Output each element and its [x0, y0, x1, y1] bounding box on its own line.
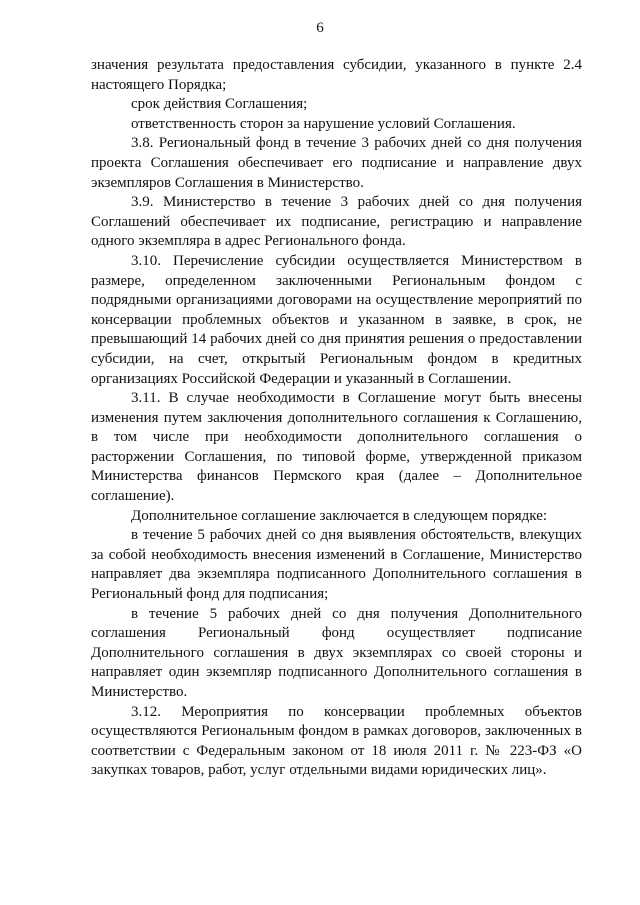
paragraph-3-12: 3.12. Мероприятия по консервации проблемных объектов осуществляются Региональным фондом в рамках договоров, заключенных в соответствии с Федеральным законом от 18 июля 2011 г. № 223-ФЗ «О закупках товаров, работ, услуг отдельными видами юридических лиц».: [91, 703, 582, 779]
paragraph-3-8: 3.8. Региональный фонд в течение 3 рабочих дней со дня получения проекта Соглашения обеспечивает его подписание и направление двух экземпляров Соглашения в Министерство.: [91, 135, 582, 191]
page-number: 6: [316, 20, 324, 36]
paragraph-agreement-term: срок действия Соглашения;: [131, 96, 308, 113]
paragraph-3-9: 3.9. Министерство в течение 3 рабочих дней со дня получения Соглашений обеспечивает их подписание, регистрацию и направление одного экземпляра в адрес Регионального фонда.: [91, 194, 582, 250]
paragraph-liability: ответственность сторон за нарушение условий Соглашения.: [131, 115, 516, 132]
paragraph-3-11: 3.11. В случае необходимости в Соглашение могут быть внесены изменения путем заключения дополнительного соглашения к Соглашению, в том числе при необходимости дополнительного соглашения о расторжении Соглашения, по типовой форме, утвержденной приказом Министерства финансов Пермского края (далее – Дополнительное соглашение).: [91, 390, 582, 505]
paragraph-ministry-step: в течение 5 рабочих дней со дня выявления обстоятельств, влекущих за собой необходимость внесения изменений в Соглашение, Министерство направляет два экземпляра подписанного Дополнительного соглашения в Региональный фонд для подписания;: [91, 527, 582, 603]
document-body: [91, 56, 582, 781]
paragraph-additional-agreement-order: Дополнительное соглашение заключается в следующем порядке:: [131, 507, 548, 524]
paragraph-fund-step: в течение 5 рабочих дней со дня получения Дополнительного соглашения Региональный фонд осуществляет подписание Дополнительного соглашения в двух экземплярах со своей стороны и направляет один экземпляр подписанного Дополнительного соглашения в Министерство.: [91, 605, 582, 700]
paragraph-3-10: 3.10. Перечисление субсидии осуществляется Министерством в размере, определенном заключенными Региональным фондом с подрядными организациями договорами на осуществление мероприятий по консервации проблемных объектов и указанном в заявке, в срок, не превышающий 14 рабочих дней со дня принятия решения о предоставлении субсидии, на счет, открытый Региональным фондом в кредитных организациях Российской Федерации и указанный в Соглашении.: [91, 252, 582, 387]
paragraph-continuation: значения результата предоставления субсидии, указанного в пункте 2.4 настоящего Порядка;: [91, 57, 582, 93]
